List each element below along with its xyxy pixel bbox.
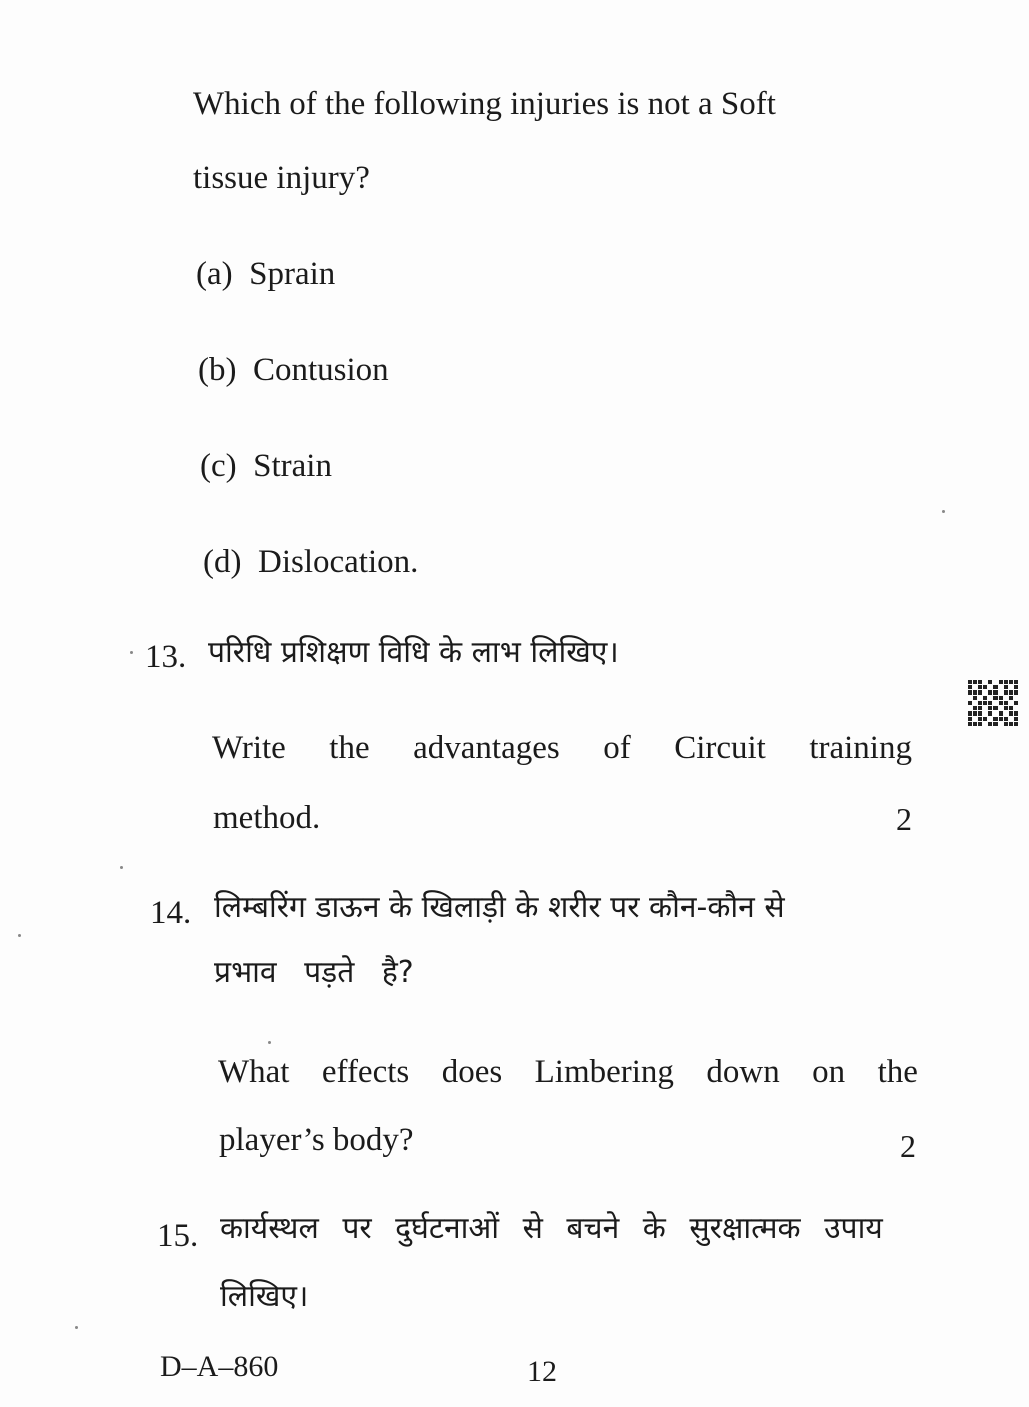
- word: does: [441, 1054, 503, 1090]
- q14-hindi-line1: [214, 890, 914, 925]
- q12-text-line1: Which of the following injuries is not a Soft: [193, 86, 776, 122]
- q13-number: 13.: [145, 639, 187, 675]
- word: down: [706, 1054, 780, 1090]
- option-label: (a): [196, 256, 233, 292]
- option-text: Strain: [253, 448, 332, 484]
- q15-hindi-line2: लिखिए।: [220, 1279, 309, 1314]
- q13-english-line1: [212, 732, 912, 765]
- paper-code: D–A–860: [160, 1350, 279, 1383]
- q12-option-c: [200, 450, 332, 483]
- word: Write: [212, 730, 286, 766]
- q14-marks: 2: [900, 1128, 916, 1164]
- option-label: (b): [198, 352, 237, 388]
- word: training: [809, 730, 912, 766]
- q12-option-b: [198, 354, 389, 387]
- page-number: 12: [527, 1355, 557, 1388]
- scan-speck: [120, 866, 123, 869]
- option-label: (c): [200, 448, 237, 484]
- q14-english-line2: player’s body?: [219, 1122, 414, 1158]
- q12-option-a: [196, 258, 335, 291]
- q13-hindi-text: परिधि प्रशिक्षण विधि के लाभ लिखिए।: [208, 635, 619, 670]
- scan-speck: [18, 934, 21, 937]
- q15-number: 15.: [157, 1218, 199, 1254]
- option-text: Sprain: [249, 256, 336, 292]
- q15-hindi-line1: कार्यस्थल पर दुर्घटनाओं से बचने के सुरक्षात्मक उपाय: [220, 1211, 883, 1246]
- q13-english-line2: method.: [213, 800, 321, 836]
- word: of: [603, 730, 631, 766]
- option-text: Contusion: [252, 352, 389, 388]
- scan-speck: [75, 1326, 78, 1329]
- scan-speck: [942, 510, 945, 513]
- q14-hindi-text: लिम्बरिंग डाऊन के खिलाड़ी के शरीर पर कौन-कौन से: [214, 890, 785, 925]
- word: advantages: [413, 730, 560, 766]
- word: Circuit: [674, 730, 766, 766]
- word: on: [812, 1054, 846, 1090]
- qr-code-icon: [968, 680, 1018, 726]
- word: the: [329, 730, 370, 766]
- q14-hindi-line2: प्रभाव पड़ते है?: [214, 955, 414, 990]
- q12-option-d: [203, 546, 418, 579]
- scan-speck: [268, 1041, 271, 1044]
- word: Limbering: [534, 1054, 674, 1090]
- q13-marks: 2: [896, 801, 912, 837]
- scan-speck: [130, 651, 133, 654]
- option-label: (d): [203, 544, 242, 580]
- q14-english-line1: [218, 1056, 918, 1089]
- word: effects: [321, 1054, 410, 1090]
- word: What: [218, 1054, 290, 1090]
- word: the: [877, 1054, 918, 1090]
- q12-text-line2: tissue injury?: [193, 160, 370, 196]
- q14-number: 14.: [150, 895, 192, 931]
- option-text: Dislocation.: [257, 544, 419, 580]
